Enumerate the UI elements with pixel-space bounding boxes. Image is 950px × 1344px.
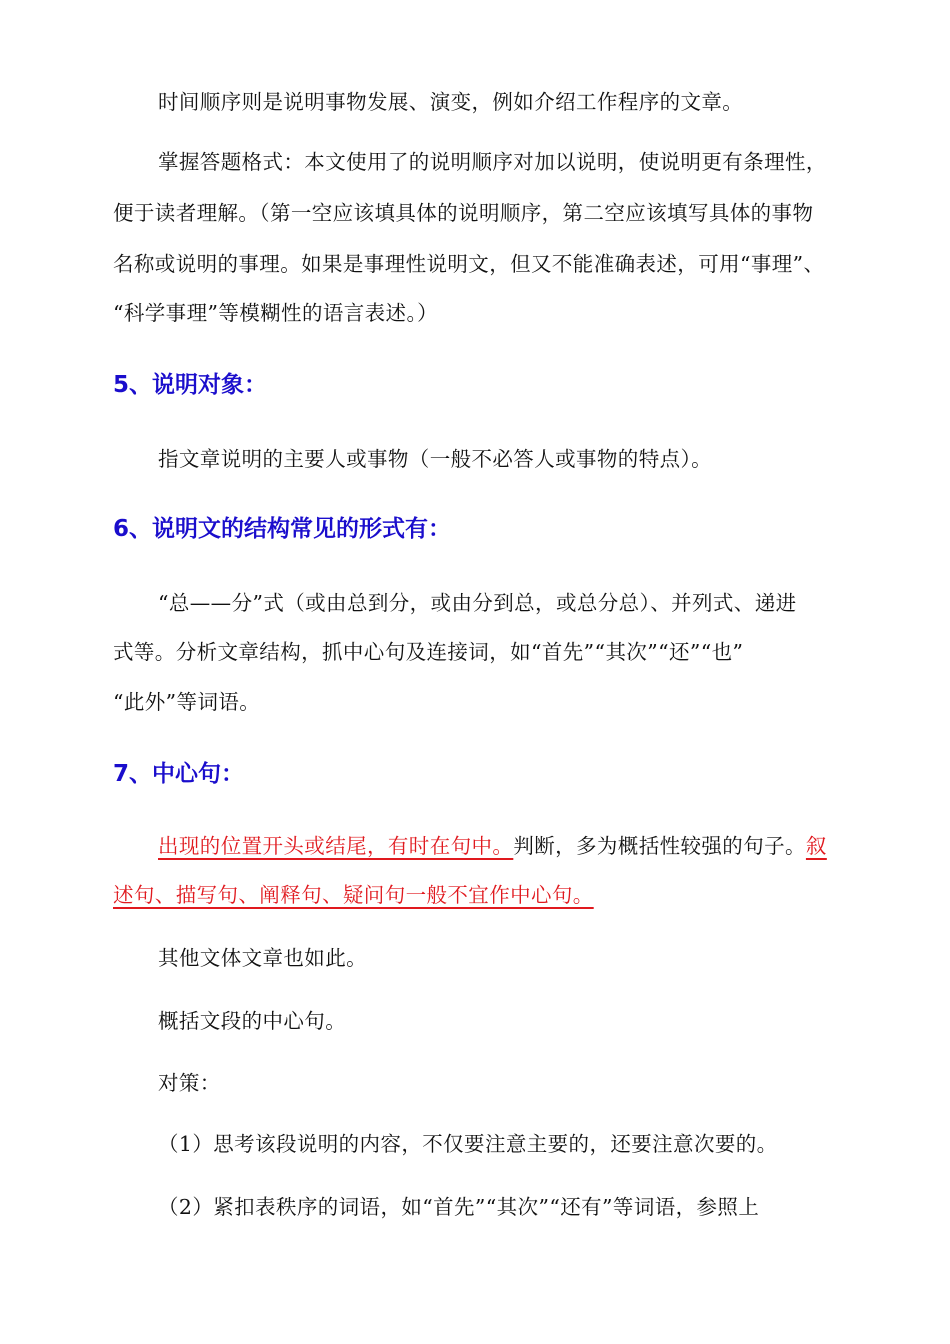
- strategy-item-1: （1）思考该段说明的内容，不仅要注意主要的，还要注意次要的。: [158, 1132, 778, 1156]
- paragraph-answer-format-line-4: “科学事理”等模糊性的语言表述。）: [113, 301, 439, 325]
- paragraph-summarize-central-sentence: 概括文段的中心句。: [158, 1009, 347, 1033]
- strategy-item-2: （2）紧扣表秩序的词语，如“首先”“其次”“还有”等词语，参照上: [158, 1195, 760, 1219]
- paragraph-strategy-label: 对策：: [158, 1071, 221, 1095]
- paragraph-other-genres: 其他文体文章也如此。: [158, 946, 367, 970]
- section-6-paragraph-line-1: “总——分”式（或由总到分，或由分到总，或总分总）、并列式、递进: [158, 591, 797, 615]
- section-5-heading: 5、说明对象：: [113, 372, 268, 398]
- paragraph-answer-format-line-1: 掌握答题格式：本文使用了的说明顺序对加以说明，使说明更有条理性，: [158, 150, 827, 174]
- section-6-paragraph-line-3: “此外”等词语。: [113, 690, 261, 714]
- section-7-central-sentence-line-1: [158, 832, 938, 860]
- paragraph-time-order: 时间顺序则是说明事物发展、演变，例如介绍工作程序的文章。: [158, 90, 744, 114]
- highlight-sentence-types-rest: 述句、描写句、阐释句、疑问句一般不宜作中心句。: [113, 883, 594, 907]
- paragraph-answer-format-line-2: 便于读者理解。（第一空应该填具体的说明顺序，第二空应该填写具体的事物: [113, 201, 814, 225]
- highlight-position-text: 出现的位置开头或结尾，有时在句中。: [158, 834, 514, 858]
- section-7-central-sentence-line-2: [113, 881, 893, 909]
- paragraph-answer-format-line-3: 名称或说明的事理。如果是事理性说明文，但又不能准确表述，可用“事理”、: [113, 252, 825, 276]
- section-5-paragraph: 指文章说明的主要人或事物（一般不必答人或事物的特点）。: [158, 447, 713, 471]
- section-7-heading: 7、中心句：: [113, 761, 245, 787]
- section-6-paragraph-line-2: 式等。分析文章结构，抓中心句及连接词，如“首先”“其次”“还”“也”: [113, 640, 744, 664]
- section-6-heading: 6、说明文的结构常见的形式有：: [113, 516, 452, 542]
- judgement-text: 判断，多为概括性较强的句子。: [513, 834, 806, 858]
- highlight-sentence-types-start: 叙: [805, 834, 827, 858]
